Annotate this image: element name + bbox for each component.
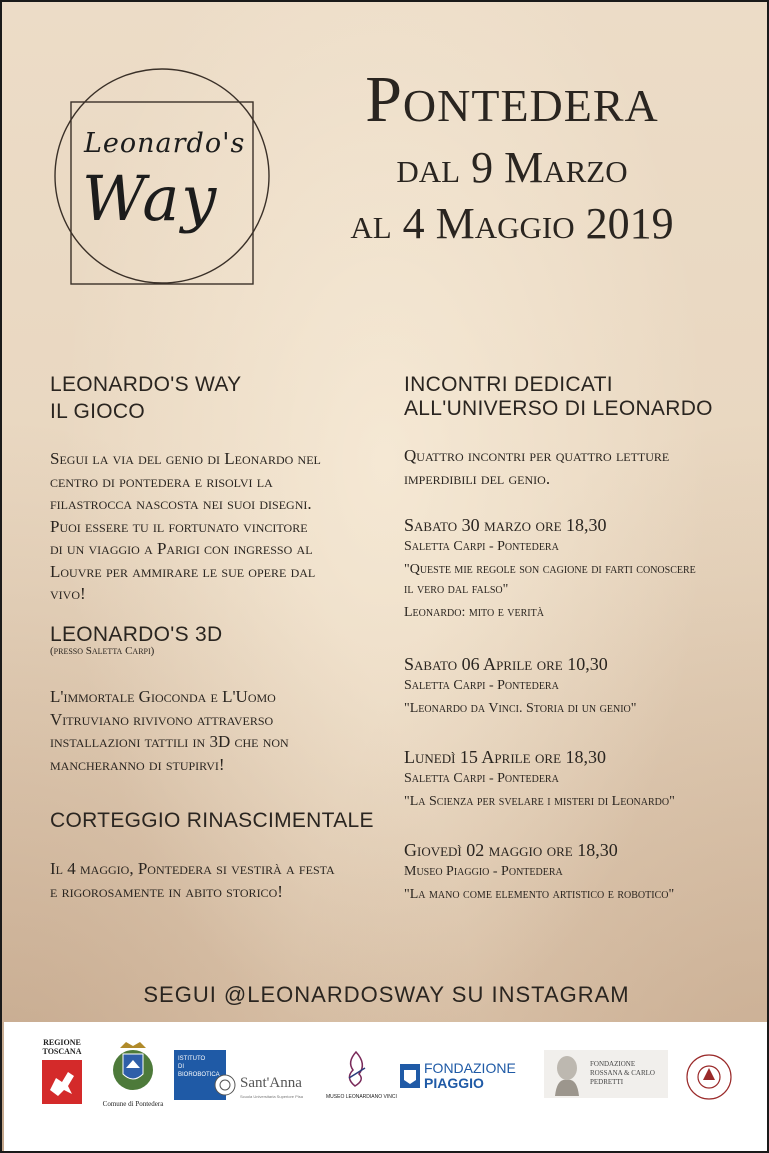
event-talk: Leonardo: mito e verità [404, 605, 544, 620]
text-line: e rigorosamente in abito storico! [50, 881, 283, 901]
piaggio-label-2: PIAGGIO [424, 1075, 484, 1091]
santanna-logo [214, 1074, 314, 1114]
museo-ideale-logo [684, 1052, 734, 1102]
leonardo-portrait-icon [550, 1052, 584, 1096]
museo-flame-icon [341, 1050, 371, 1088]
regione-toscana-logo [38, 1038, 86, 1118]
museo-leonardiano-logo [326, 1050, 397, 1110]
pedretti-label-2: ROSSANA & CARLO [590, 1069, 655, 1077]
event-talk: il vero dal falso" [404, 582, 509, 597]
section-title-gioco-1: LEONARDO'S WAY [50, 373, 242, 396]
istituto-label-2: DI BIOROBOTICA [178, 1064, 220, 1078]
event-item [404, 513, 754, 623]
event-place: Museo Piaggio - Pontedera [404, 864, 563, 879]
museo-label: MUSEO LEONARDIANO VINCI [326, 1094, 397, 1100]
santanna-seal-icon [214, 1074, 236, 1096]
comune-pontedera-logo [102, 1038, 164, 1128]
istituto-label-1: ISTITUTO [178, 1056, 206, 1062]
logo-text-leonardos: Leonardo's [84, 128, 246, 159]
section-title-incontri-1: INCONTRI DEDICATI [404, 373, 613, 396]
event-date: Giovedì 02 maggio ore 18,30 [404, 840, 618, 860]
logo-text-way: Way [82, 162, 219, 235]
section-title-gioco-2: IL GIOCO [50, 400, 145, 423]
title-city: Pontedera [365, 63, 659, 136]
text-line: imperdibili del genio. [404, 468, 551, 488]
text-line: vivo! [50, 584, 86, 603]
event-item [404, 838, 754, 905]
fondazione-pedretti-logo [544, 1050, 668, 1098]
fondazione-piaggio-logo [400, 1060, 526, 1094]
comune-label: Comune di Pontedera [102, 1100, 164, 1108]
text-line: Vitruviano rivivono attraverso [50, 709, 274, 729]
text-line: Puoi essere tu il fortunato vincitore [50, 516, 308, 536]
piaggio-label-1: FONDAZIONE [424, 1060, 516, 1076]
event-talk: "Queste mie regole son cagione di farti conoscere [404, 562, 696, 577]
pedretti-label-3: PEDRETTI [590, 1078, 624, 1086]
event-place: Saletta Carpi - Pontedera [404, 539, 559, 554]
text-line: installazioni tattili in 3D che non [50, 732, 289, 751]
event-place: Saletta Carpi - Pontedera [404, 678, 559, 693]
text-line: di un viaggio a Parigi con ingresso al [50, 539, 313, 558]
museo-ideale-seal-icon [684, 1052, 734, 1102]
event-talk: "La Scienza per svelare i misteri di Leonardo" [404, 794, 675, 809]
text-line: filastrocca nascosta nei suoi disegni. [50, 494, 312, 513]
text-line: Louvre per ammirare le sue opere dal [50, 561, 316, 581]
pedretti-label-1: FONDAZIONE [590, 1060, 636, 1068]
coat-of-arms-icon [112, 1038, 154, 1092]
section-title-3d: LEONARDO'S 3D [50, 623, 223, 646]
title-date-from: dal 9 Marzo [396, 143, 628, 192]
event-date: Sabato 06 Aprile ore 10,30 [404, 654, 608, 674]
event-talk: "Leonardo da Vinci. Storia di un genio" [404, 701, 637, 716]
sponsor-bar [4, 1022, 769, 1153]
pegasus-icon [42, 1060, 82, 1104]
event-date: Sabato 30 marzo ore 18,30 [404, 515, 607, 535]
3d-description [50, 686, 289, 776]
text-line: L'immortale Gioconda e L'Uomo [50, 687, 276, 706]
event-date: Lunedì 15 Aprile ore 18,30 [404, 747, 607, 767]
text-line: mancheranno di stupirvi! [50, 754, 225, 774]
regione-label-2: TOSCANA [42, 1047, 82, 1056]
event-place: Saletta Carpi - Pontedera [404, 771, 559, 786]
corteggio-description [50, 858, 335, 903]
title-date-to: al 4 Maggio 2019 [350, 199, 674, 248]
event-talk: "La mano come elemento artistico e robotico" [404, 887, 675, 902]
event-title [292, 60, 732, 252]
text-line: Segui la via del genio di Leonardo nel [50, 449, 321, 468]
gioco-description [50, 448, 321, 606]
incontri-intro [404, 445, 669, 490]
regione-label-1: REGIONE [43, 1038, 81, 1047]
section-title-corteggio: CORTEGGIO RINASCIMENTALE [50, 809, 374, 832]
section-title-incontri-2: ALL'UNIVERSO DI LEONARDO [404, 397, 713, 420]
text-line: centro di pontedera e risolvi la [50, 471, 273, 491]
section-note-3d: (presso Saletta Carpi) [50, 645, 155, 657]
event-item [404, 652, 754, 719]
santanna-sub-label: Scuola Universitaria Superiore Pisa [240, 1094, 303, 1099]
text-line: Il 4 maggio, Pontedera si vestirà a festa [50, 859, 335, 878]
event-item [404, 745, 754, 812]
piaggio-shield-icon [400, 1064, 420, 1088]
text-line: Quattro incontri per quattro letture [404, 446, 670, 465]
instagram-cta: SEGUI @LEONARDOSWAY SU INSTAGRAM [143, 982, 630, 1007]
santanna-label: Sant'Anna [240, 1075, 302, 1091]
